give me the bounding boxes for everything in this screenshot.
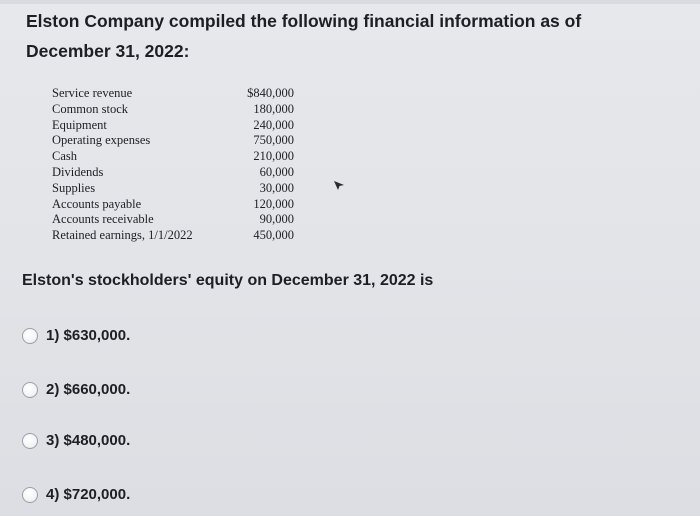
table-row bbox=[52, 149, 294, 165]
option-label: 4) $720,000. bbox=[46, 486, 131, 503]
row-label: Supplies bbox=[52, 180, 96, 195]
row-label: Operating expenses bbox=[52, 133, 151, 148]
answer-option-1[interactable] bbox=[22, 327, 130, 344]
row-value: 210,000 bbox=[253, 149, 294, 164]
option-label: 1) $630,000. bbox=[46, 327, 131, 344]
table-row bbox=[52, 165, 294, 181]
radio-button-icon[interactable] bbox=[22, 433, 38, 449]
answer-option-2[interactable] bbox=[22, 381, 130, 398]
row-value: 450,000 bbox=[253, 228, 294, 243]
row-value: $840,000 bbox=[247, 86, 294, 100]
radio-button-icon[interactable] bbox=[22, 328, 38, 344]
row-value: 60,000 bbox=[259, 164, 294, 179]
answer-option-3[interactable] bbox=[22, 432, 130, 449]
question-text: Elston Company compiled the following financial information as of December 31, 2022: bbox=[26, 11, 582, 61]
row-value: 750,000 bbox=[253, 133, 294, 148]
row-value: 240,000 bbox=[253, 117, 294, 132]
row-label: Service revenue bbox=[52, 86, 133, 100]
financial-table bbox=[52, 86, 294, 244]
row-label: Common stock bbox=[52, 101, 129, 116]
radio-button-icon[interactable] bbox=[22, 487, 38, 503]
mouse-pointer-icon bbox=[332, 178, 346, 192]
option-label: 3) $480,000. bbox=[46, 432, 131, 449]
table-row bbox=[52, 212, 294, 228]
table-row bbox=[52, 133, 294, 149]
row-label: Accounts payable bbox=[52, 196, 142, 211]
radio-button-icon[interactable] bbox=[22, 382, 38, 398]
row-value: 120,000 bbox=[253, 196, 294, 211]
table-row bbox=[52, 197, 294, 213]
table-row bbox=[52, 86, 294, 102]
row-label: Dividends bbox=[52, 164, 104, 179]
table-row bbox=[52, 102, 294, 118]
table-row bbox=[52, 181, 294, 197]
answer-option-4[interactable] bbox=[22, 486, 130, 503]
row-value: 180,000 bbox=[253, 101, 294, 116]
row-label: Equipment bbox=[52, 117, 107, 132]
row-label: Retained earnings, 1/1/2022 bbox=[52, 228, 193, 243]
top-edge bbox=[0, 0, 700, 4]
row-label: Accounts receivable bbox=[52, 212, 154, 227]
row-value: 30,000 bbox=[259, 180, 294, 195]
question-prompt: Elston's stockholders' equity on December 31, 2022 is bbox=[22, 272, 434, 289]
row-value: 90,000 bbox=[259, 212, 294, 227]
option-label: 2) $660,000. bbox=[46, 381, 131, 398]
table-row bbox=[52, 228, 294, 244]
row-label: Cash bbox=[52, 149, 77, 164]
table-row bbox=[52, 118, 294, 134]
